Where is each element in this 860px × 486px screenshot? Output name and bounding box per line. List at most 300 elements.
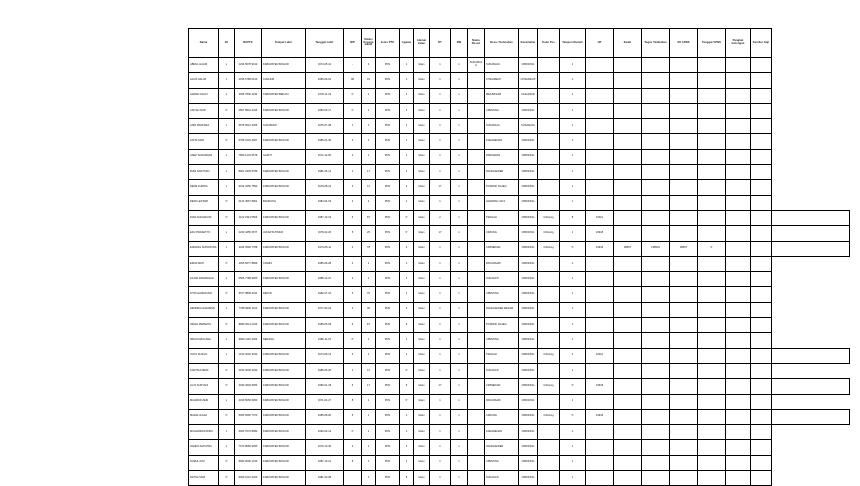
cell-tgl_sk[interactable] xyxy=(698,165,726,180)
cell-tanggal_lahir[interactable]: 1987-10-19 xyxy=(306,210,344,225)
cell-jenis_ptk[interactable]: PNS xyxy=(376,302,400,317)
cell-sumber[interactable] xyxy=(751,272,772,287)
cell-nuptk[interactable]: 2345 6789 0123 xyxy=(235,73,262,88)
cell-jk[interactable]: L xyxy=(219,348,235,363)
cell-email[interactable] xyxy=(614,348,642,363)
cell-hp[interactable] xyxy=(586,88,614,103)
cell-sk[interactable] xyxy=(670,180,698,195)
cell-dusun[interactable] xyxy=(468,180,485,195)
cell-sumber[interactable] xyxy=(751,210,772,225)
cell-nip[interactable]: P xyxy=(344,425,362,440)
cell-email[interactable] xyxy=(614,256,642,271)
cell-nuptk[interactable]: 6677 8899 0011 xyxy=(235,287,262,302)
cell-hp[interactable] xyxy=(586,58,614,73)
table-row[interactable] xyxy=(189,226,850,241)
cell-sumber[interactable] xyxy=(751,195,772,210)
cell-rw[interactable]: 1 xyxy=(451,272,468,287)
cell-sk[interactable]: 08567 xyxy=(670,241,698,256)
cell-email[interactable] xyxy=(614,409,642,424)
cell-rw[interactable]: 1 xyxy=(451,134,468,149)
cell-tgl_sk[interactable]: P xyxy=(698,241,726,256)
cell-name[interactable]: ANDI PRATAMA xyxy=(189,119,219,134)
cell-sk[interactable] xyxy=(670,73,698,88)
cell-name[interactable]: ABDUL HALIM xyxy=(189,58,219,73)
cell-jenis_ptk[interactable]: PNS xyxy=(376,455,400,470)
cell-sk[interactable] xyxy=(670,318,698,333)
cell-kec[interactable]: CIBINONG xyxy=(519,256,538,271)
column-header-desa[interactable]: Desa / Kelurahan xyxy=(485,29,519,58)
cell-rw[interactable]: 1 xyxy=(451,333,468,348)
cell-tempat_lahir[interactable]: KABUPATEN BOGOR xyxy=(262,394,306,409)
cell-name[interactable]: RATNA SARI xyxy=(189,471,219,486)
cell-agama[interactable]: 1 xyxy=(400,149,414,164)
cell-tanggal_lahir[interactable]: 1977-03-22 xyxy=(306,302,344,317)
cell-rw[interactable]: 1 xyxy=(451,195,468,210)
cell-dusun[interactable] xyxy=(468,394,485,409)
cell-status[interactable]: 1 xyxy=(362,348,376,363)
cell-alamat[interactable]: Islam xyxy=(414,165,430,180)
cell-tanggal_lahir[interactable]: 1972-12-05 xyxy=(306,149,344,164)
cell-jenis_ptk[interactable]: PNS xyxy=(376,149,400,164)
cell-rt[interactable]: 2 xyxy=(430,210,451,225)
cell-tempat_lahir[interactable]: KABUPATEN BOGOR xyxy=(262,455,306,470)
cell-telepon[interactable]: P xyxy=(560,241,586,256)
cell-desa[interactable]: CIRIUNG xyxy=(485,226,519,241)
cell-rw[interactable]: 1 xyxy=(451,363,468,378)
cell-hp[interactable] xyxy=(586,256,614,271)
cell-tgl_sk[interactable] xyxy=(698,425,726,440)
cell-kode_pos[interactable] xyxy=(538,425,560,440)
table-row[interactable] xyxy=(189,348,850,363)
cell-telepon[interactable]: 1 xyxy=(560,471,586,486)
cell-sumber[interactable] xyxy=(751,302,772,317)
cell-sk[interactable] xyxy=(670,226,698,241)
cell-tanggal_lahir[interactable]: 1987-12-21 xyxy=(306,455,344,470)
cell-tugas[interactable] xyxy=(642,149,670,164)
cell-desa[interactable]: KARADENAN xyxy=(485,425,519,440)
cell-jenis_ptk[interactable]: PNS xyxy=(376,409,400,424)
cell-tugas[interactable] xyxy=(642,226,670,241)
cell-rt[interactable]: 1 xyxy=(430,302,451,317)
cell-dusun[interactable] xyxy=(468,226,485,241)
cell-jk[interactable]: L xyxy=(219,302,235,317)
cell-sumber[interactable] xyxy=(751,88,772,103)
cell-agama[interactable]: 5 xyxy=(400,318,414,333)
cell-desa[interactable]: SUKAHATI xyxy=(485,363,519,378)
cell-rt[interactable]: 1 xyxy=(430,363,451,378)
column-header-status[interactable]: Status Kepegawaian xyxy=(362,29,376,58)
cell-nuptk[interactable]: 7788 9900 1122 xyxy=(235,302,262,317)
cell-tanggal_lahir[interactable]: 1974-09-13 xyxy=(306,348,344,363)
cell-rt[interactable]: 1 xyxy=(430,318,451,333)
cell-jenis_ptk[interactable]: PNS xyxy=(376,272,400,287)
cell-nip[interactable]: 5 xyxy=(344,210,362,225)
column-header-tugas[interactable]: Tugas Tambahan xyxy=(642,29,670,58)
cell-telepon[interactable]: 1 xyxy=(560,88,586,103)
cell-pangkat[interactable] xyxy=(726,256,751,271)
cell-status[interactable]: 11 xyxy=(362,363,376,378)
cell-kec[interactable]: CIBINONG xyxy=(519,287,538,302)
cell-status[interactable]: 1 xyxy=(362,272,376,287)
cell-sumber[interactable] xyxy=(751,226,772,241)
cell-kec[interactable]: CIBINONG xyxy=(519,471,538,486)
cell-sk[interactable] xyxy=(670,88,698,103)
cell-pangkat[interactable] xyxy=(726,226,751,241)
cell-jk[interactable]: P xyxy=(219,287,235,302)
cell-tugas[interactable] xyxy=(642,287,670,302)
cell-nuptk[interactable]: 6060 7070 8080 xyxy=(235,425,262,440)
cell-kode_pos[interactable] xyxy=(538,455,560,470)
cell-nuptk[interactable]: 5678 9012 3456 xyxy=(235,119,262,134)
cell-agama[interactable]: P xyxy=(400,210,414,225)
cell-jenis_ptk[interactable]: PNS xyxy=(376,287,400,302)
cell-pangkat[interactable] xyxy=(726,103,751,118)
cell-desa[interactable]: PABUARAN xyxy=(485,149,519,164)
cell-alamat[interactable]: Islam xyxy=(414,134,430,149)
cell-hp[interactable] xyxy=(586,425,614,440)
cell-col24[interactable] xyxy=(772,226,850,241)
cell-agama[interactable]: 1 xyxy=(400,195,414,210)
cell-tugas[interactable] xyxy=(642,73,670,88)
cell-sumber[interactable] xyxy=(751,103,772,118)
cell-tgl_sk[interactable] xyxy=(698,210,726,225)
cell-nuptk[interactable]: 5566 7788 9900 xyxy=(235,272,262,287)
cell-telepon[interactable]: 1 xyxy=(560,363,586,378)
cell-kode_pos[interactable]: Cibinong xyxy=(538,348,560,363)
cell-rt[interactable]: 1 xyxy=(430,333,451,348)
cell-desa[interactable]: KARADENAN xyxy=(485,134,519,149)
cell-sumber[interactable] xyxy=(751,363,772,378)
cell-telepon[interactable]: 1 xyxy=(560,333,586,348)
cell-tempat_lahir[interactable]: KABUPATEN BOGOR xyxy=(262,363,306,378)
cell-status[interactable]: 1 xyxy=(362,88,376,103)
cell-jenis_ptk[interactable]: PNS xyxy=(376,73,400,88)
cell-rw[interactable]: 1 xyxy=(451,471,468,486)
cell-tugas[interactable] xyxy=(642,471,670,486)
cell-hp[interactable] xyxy=(586,180,614,195)
cell-tanggal_lahir[interactable]: 1975-07-08 xyxy=(306,119,344,134)
cell-tempat_lahir[interactable]: KABUPATEN BOGOR xyxy=(262,58,306,73)
cell-name[interactable]: EKO PRASETYO xyxy=(189,226,219,241)
cell-hp[interactable] xyxy=(586,302,614,317)
cell-tanggal_lahir[interactable]: 1985-08-06 xyxy=(306,409,344,424)
cell-rw[interactable]: 1 xyxy=(451,210,468,225)
cell-tanggal_lahir[interactable]: 1989-05-09 xyxy=(306,318,344,333)
cell-rt[interactable]: 17 xyxy=(430,226,451,241)
cell-tanggal_lahir[interactable]: 1990-02-14 xyxy=(306,425,344,440)
cell-dusun[interactable] xyxy=(468,165,485,180)
cell-status[interactable]: 1 xyxy=(362,440,376,455)
cell-alamat[interactable]: Islam xyxy=(414,302,430,317)
column-header-sumber[interactable]: Sumber Gaji xyxy=(751,29,772,58)
cell-col24[interactable] xyxy=(772,241,850,256)
cell-rt[interactable]: 1 xyxy=(430,348,451,363)
cell-name[interactable]: NURUL AINI xyxy=(189,455,219,470)
cell-tanggal_lahir[interactable]: 1971-04-27 xyxy=(306,394,344,409)
cell-nip[interactable]: P xyxy=(344,103,362,118)
cell-tanggal_lahir[interactable]: 1983-03-17 xyxy=(306,103,344,118)
cell-email[interactable] xyxy=(614,379,642,394)
cell-desa[interactable]: CIBINONG xyxy=(485,455,519,470)
cell-telepon[interactable]: 4 xyxy=(560,348,586,363)
cell-jk[interactable]: L xyxy=(219,180,235,195)
cell-agama[interactable]: 1 xyxy=(400,73,414,88)
cell-nip[interactable]: 4 xyxy=(344,440,362,455)
cell-jk[interactable]: L xyxy=(219,119,235,134)
cell-nip[interactable]: P xyxy=(344,88,362,103)
cell-name[interactable]: DEDE KURNIA xyxy=(189,180,219,195)
cell-nip[interactable]: 08 xyxy=(344,73,362,88)
cell-email[interactable] xyxy=(614,287,642,302)
cell-pangkat[interactable] xyxy=(726,471,751,486)
cell-sk[interactable] xyxy=(670,149,698,164)
table-row[interactable] xyxy=(189,394,850,409)
cell-email[interactable] xyxy=(614,103,642,118)
cell-tempat_lahir[interactable]: DEPOK xyxy=(262,287,306,302)
cell-kode_pos[interactable]: Cibinong xyxy=(538,226,560,241)
column-header-name[interactable]: Nama xyxy=(189,29,219,58)
cell-sk[interactable] xyxy=(670,272,698,287)
cell-sumber[interactable] xyxy=(751,73,772,88)
cell-tgl_sk[interactable] xyxy=(698,58,726,73)
cell-nip[interactable]: J xyxy=(344,119,362,134)
cell-sumber[interactable] xyxy=(751,455,772,470)
cell-agama[interactable]: 1 xyxy=(400,272,414,287)
column-header-rw[interactable]: RW xyxy=(451,29,468,58)
cell-tgl_sk[interactable] xyxy=(698,226,726,241)
cell-tgl_sk[interactable] xyxy=(698,180,726,195)
cell-rw[interactable]: 1 xyxy=(451,256,468,271)
cell-name[interactable]: KARTIKA DEWI xyxy=(189,363,219,378)
column-header-rt[interactable]: RT xyxy=(430,29,451,58)
cell-dusun[interactable] xyxy=(468,134,485,149)
cell-sumber[interactable] xyxy=(751,180,772,195)
cell-nip[interactable]: 5 xyxy=(344,379,362,394)
cell-email[interactable] xyxy=(614,333,642,348)
cell-tanggal_lahir[interactable]: 1983-01-18 xyxy=(306,379,344,394)
cell-rw[interactable]: 1 xyxy=(451,302,468,317)
cell-tgl_sk[interactable] xyxy=(698,103,726,118)
cell-kec[interactable]: CILEUNGSI xyxy=(519,88,538,103)
cell-kec[interactable]: CIBINONG xyxy=(519,195,538,210)
cell-sk[interactable] xyxy=(670,256,698,271)
cell-tgl_sk[interactable] xyxy=(698,73,726,88)
cell-dusun[interactable] xyxy=(468,195,485,210)
cell-kec[interactable]: CIBINONG xyxy=(519,180,538,195)
cell-tugas[interactable] xyxy=(642,379,670,394)
cell-agama[interactable]: P xyxy=(400,226,414,241)
cell-hp[interactable] xyxy=(586,195,614,210)
cell-sumber[interactable] xyxy=(751,471,772,486)
cell-kode_pos[interactable] xyxy=(538,58,560,73)
cell-hp[interactable] xyxy=(586,363,614,378)
cell-email[interactable] xyxy=(614,165,642,180)
cell-alamat[interactable]: Islam xyxy=(414,58,430,73)
cell-rw[interactable]: 1 xyxy=(451,165,468,180)
cell-jenis_ptk[interactable]: PNS xyxy=(376,134,400,149)
cell-name[interactable]: ANITA SARI xyxy=(189,134,219,149)
cell-tgl_sk[interactable] xyxy=(698,195,726,210)
cell-tempat_lahir[interactable]: KABUPATEN BOGOR xyxy=(262,210,306,225)
cell-nuptk[interactable]: 3456 7890 1234 xyxy=(235,88,262,103)
cell-jk[interactable]: L xyxy=(219,73,235,88)
cell-tempat_lahir[interactable]: KABUPATEN BEKASI xyxy=(262,88,306,103)
cell-kec[interactable]: CIBINONG xyxy=(519,58,538,73)
cell-jenis_ptk[interactable]: PNS xyxy=(376,318,400,333)
cell-tempat_lahir[interactable]: KABUPATEN BOGOR xyxy=(262,165,306,180)
cell-sk[interactable] xyxy=(670,103,698,118)
cell-jk[interactable]: P xyxy=(219,363,235,378)
cell-kec[interactable]: CIBINONG xyxy=(519,103,538,118)
cell-jenis_ptk[interactable]: PNS xyxy=(376,180,400,195)
cell-tanggal_lahir[interactable]: 1976-02-26 xyxy=(306,226,344,241)
cell-rt[interactable]: 1 xyxy=(430,195,451,210)
column-header-dusun[interactable]: Nama Dusun xyxy=(468,29,485,58)
cell-sumber[interactable] xyxy=(751,134,772,149)
column-header-kec[interactable]: Kecamatan xyxy=(519,29,538,58)
cell-alamat[interactable]: Islam xyxy=(414,88,430,103)
table-row[interactable] xyxy=(189,210,850,225)
cell-telepon[interactable]: 1 xyxy=(560,455,586,470)
cell-jk[interactable]: L xyxy=(219,226,235,241)
cell-nuptk[interactable]: 8899 0011 2233 xyxy=(235,318,262,333)
cell-desa[interactable]: SUKAHATI xyxy=(485,471,519,486)
cell-alamat[interactable]: Islam xyxy=(414,455,430,470)
column-header-hp[interactable]: HP xyxy=(586,29,614,58)
cell-rw[interactable]: 1 xyxy=(451,180,468,195)
column-header-tempat_lahir[interactable]: Tempat Lahir xyxy=(262,29,306,58)
cell-tgl_sk[interactable] xyxy=(698,256,726,271)
cell-sumber[interactable] xyxy=(751,440,772,455)
cell-agama[interactable]: P xyxy=(400,394,414,409)
cell-name[interactable]: ASEP SUNANDAR xyxy=(189,149,219,164)
cell-kode_pos[interactable] xyxy=(538,180,560,195)
cell-rw[interactable]: 1 xyxy=(451,318,468,333)
cell-dusun[interactable] xyxy=(468,363,485,378)
cell-status[interactable]: 1 xyxy=(362,134,376,149)
cell-status[interactable]: 17 xyxy=(362,165,376,180)
cell-sumber[interactable] xyxy=(751,165,772,180)
cell-email[interactable] xyxy=(614,226,642,241)
cell-jenis_ptk[interactable]: PNS xyxy=(376,58,400,73)
cell-agama[interactable]: 1 xyxy=(400,455,414,470)
cell-sk[interactable] xyxy=(670,363,698,378)
cell-tgl_sk[interactable] xyxy=(698,302,726,317)
cell-tugas[interactable] xyxy=(642,58,670,73)
cell-alamat[interactable]: Islam xyxy=(414,119,430,134)
cell-sk[interactable] xyxy=(670,379,698,394)
table-row[interactable] xyxy=(189,88,850,103)
cell-rw[interactable]: 1 xyxy=(451,409,468,424)
cell-jk[interactable]: P xyxy=(219,103,235,118)
cell-telepon[interactable]: 1 xyxy=(560,302,586,317)
cell-desa[interactable]: PONDOK RAJEG xyxy=(485,318,519,333)
cell-kec[interactable]: CIBINONG xyxy=(519,348,538,363)
cell-dusun[interactable] xyxy=(468,425,485,440)
column-header-kode_pos[interactable]: Kode Pos xyxy=(538,29,560,58)
cell-status[interactable]: 1 xyxy=(362,409,376,424)
cell-tgl_sk[interactable] xyxy=(698,440,726,455)
cell-pangkat[interactable] xyxy=(726,88,751,103)
cell-desa[interactable]: CITEUREUP xyxy=(485,73,519,88)
cell-sumber[interactable] xyxy=(751,394,772,409)
cell-dusun[interactable] xyxy=(468,119,485,134)
cell-nuptk[interactable]: 8080 9090 1010 xyxy=(235,455,262,470)
cell-kode_pos[interactable] xyxy=(538,256,560,271)
cell-sumber[interactable] xyxy=(751,241,772,256)
cell-nuptk[interactable]: 8901 2345 6789 xyxy=(235,165,262,180)
cell-sk[interactable] xyxy=(670,210,698,225)
cell-tugas[interactable] xyxy=(642,256,670,271)
cell-tgl_sk[interactable] xyxy=(698,134,726,149)
cell-kec[interactable]: CIBINONG xyxy=(519,455,538,470)
cell-hp[interactable] xyxy=(586,272,614,287)
cell-tugas[interactable] xyxy=(642,363,670,378)
cell-desa[interactable]: CIBINONG xyxy=(485,287,519,302)
cell-tempat_lahir[interactable]: KABUPATEN BOGOR xyxy=(262,348,306,363)
cell-pangkat[interactable] xyxy=(726,302,751,317)
cell-tanggal_lahir[interactable]: 1986-06-25 xyxy=(306,363,344,378)
cell-kode_pos[interactable]: Cibinong xyxy=(538,379,560,394)
column-header-nip[interactable]: NIP xyxy=(344,29,362,58)
cell-name[interactable]: HENDRA GUNAWAN xyxy=(189,302,219,317)
cell-rt[interactable]: 1 xyxy=(430,287,451,302)
cell-tugas[interactable] xyxy=(642,440,670,455)
cell-tugas[interactable] xyxy=(642,455,670,470)
cell-nuptk[interactable]: 4040 5050 6060 xyxy=(235,394,262,409)
cell-tempat_lahir[interactable]: KABUPATEN BOGOR xyxy=(262,272,306,287)
cell-tugas[interactable] xyxy=(642,195,670,210)
cell-rt[interactable]: 1 xyxy=(430,58,451,73)
cell-hp[interactable] xyxy=(586,73,614,88)
cell-kode_pos[interactable] xyxy=(538,119,560,134)
table-row[interactable] xyxy=(189,134,850,149)
cell-dusun[interactable] xyxy=(468,302,485,317)
table-row[interactable] xyxy=(189,409,850,424)
cell-nuptk[interactable]: 4567 8901 2345 xyxy=(235,103,262,118)
cell-telepon[interactable]: 1 xyxy=(560,134,586,149)
cell-dusun[interactable] xyxy=(468,287,485,302)
cell-status[interactable]: 2 xyxy=(362,195,376,210)
cell-tgl_sk[interactable] xyxy=(698,379,726,394)
cell-tugas[interactable] xyxy=(642,88,670,103)
cell-dusun[interactable] xyxy=(468,409,485,424)
cell-telepon[interactable]: 1 xyxy=(560,318,586,333)
cell-nip[interactable]: P xyxy=(344,333,362,348)
cell-tanggal_lahir[interactable]: 1981-03-08 xyxy=(306,471,344,486)
column-header-email[interactable]: Email xyxy=(614,29,642,58)
cell-rt[interactable]: 1 xyxy=(430,88,451,103)
cell-agama[interactable]: 3 xyxy=(400,241,414,256)
cell-jenis_ptk[interactable]: PNS xyxy=(376,103,400,118)
cell-tempat_lahir[interactable]: KABUPATEN BOGOR xyxy=(262,241,306,256)
cell-alamat[interactable]: Islam xyxy=(414,103,430,118)
cell-sk[interactable] xyxy=(670,134,698,149)
table-row[interactable] xyxy=(189,287,850,302)
cell-kode_pos[interactable] xyxy=(538,73,560,88)
cell-status[interactable]: 1 xyxy=(362,256,376,271)
table-row[interactable] xyxy=(189,73,850,88)
cell-pangkat[interactable] xyxy=(726,318,751,333)
cell-sumber[interactable] xyxy=(751,119,772,134)
cell-tanggal_lahir[interactable]: 1978-11-23 xyxy=(306,88,344,103)
cell-kode_pos[interactable]: Cibinong xyxy=(538,210,560,225)
cell-status[interactable]: 36 xyxy=(362,302,376,317)
cell-name[interactable]: MUHAMMAD RIZKI xyxy=(189,425,219,440)
cell-kec[interactable]: CIBINONG xyxy=(519,302,538,317)
cell-agama[interactable]: 1 xyxy=(400,88,414,103)
cell-jk[interactable]: L xyxy=(219,272,235,287)
